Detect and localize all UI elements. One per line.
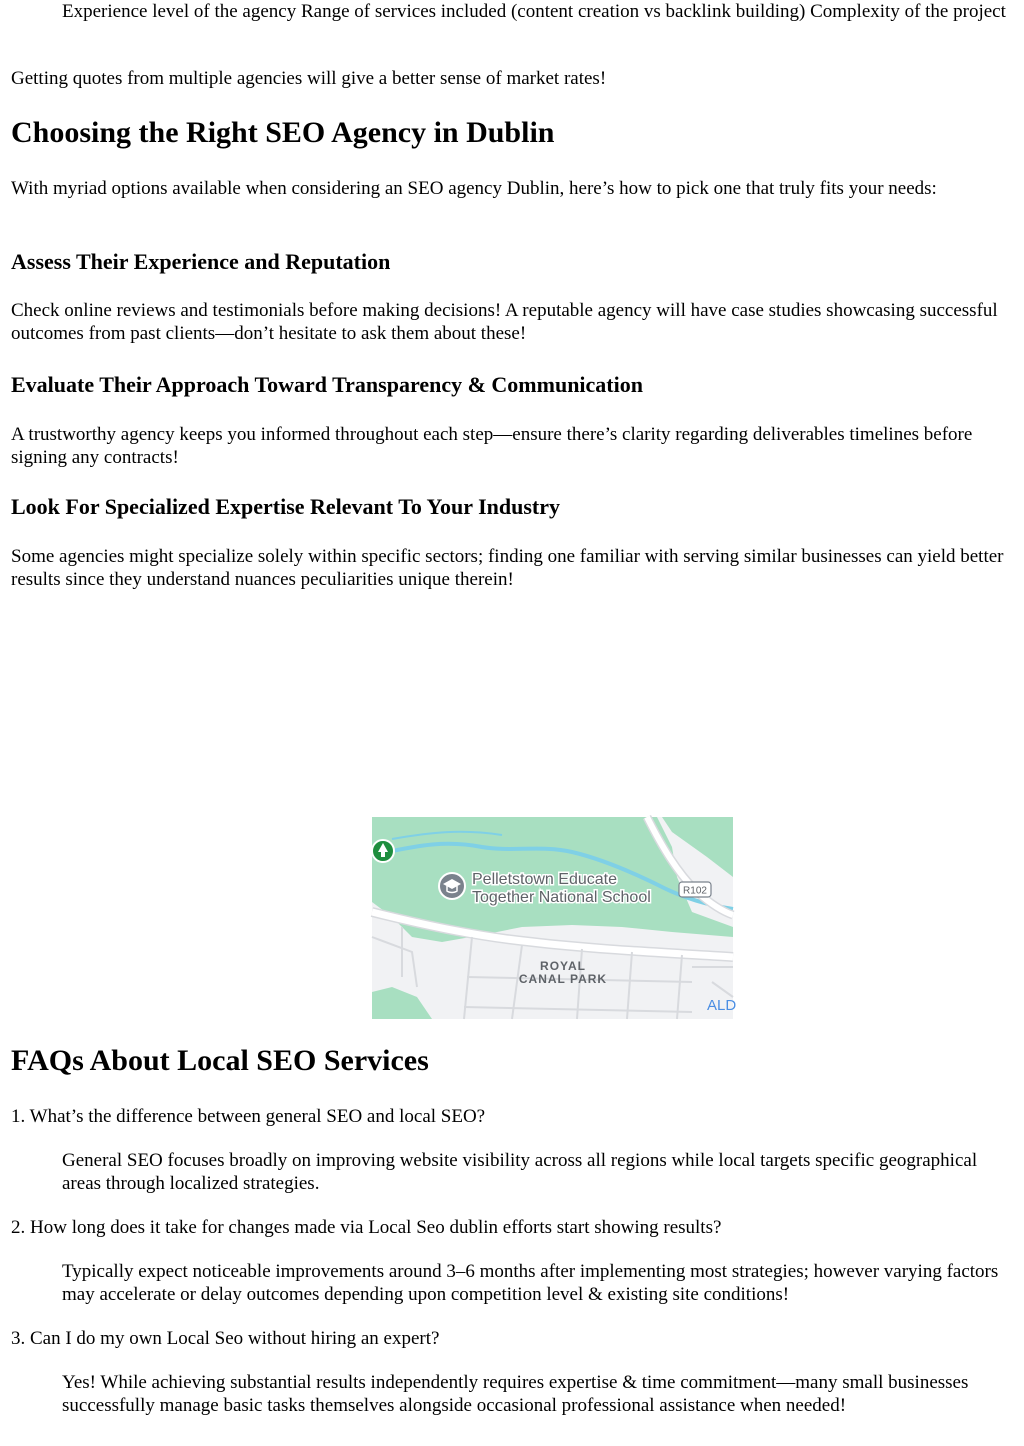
- faq-answer: Typically expect noticeable improvements around 3–6 months after implementing most strategies; however varying factors may accelerate or delay outcomes depending upon competition level & existing site conditions!: [62, 1261, 999, 1305]
- choosing-heading: Choosing the Right SEO Agency in Dublin: [11, 116, 555, 149]
- school-pin-icon[interactable]: [439, 873, 465, 899]
- area-label-line1: ROYAL: [540, 959, 586, 973]
- map-place-label-line2: Together National School: [472, 889, 651, 906]
- faqs-heading: FAQs About Local SEO Services: [11, 1044, 429, 1077]
- area-label-line2: CANAL PARK: [518, 972, 608, 986]
- section-text-experience: Check online reviews and testimonials before making decisions! A reputable agency will have case studies showcasing successful outcomes from past clients—don’t hesitate to ask them about these!: [11, 300, 998, 344]
- faq-question: 1. What’s the difference between general SEO and local SEO?: [11, 1106, 486, 1127]
- section-text-expertise: Some agencies might specialize solely within specific sectors; finding one familiar with serving similar businesses can yield better results since they understand nuances peculiarities unique therein!: [11, 546, 1004, 590]
- section-heading-expertise: Look For Specialized Expertise Relevant To Your Industry: [11, 494, 561, 519]
- road-badge: [679, 882, 711, 897]
- map-canvas[interactable]: [372, 817, 737, 1019]
- choosing-intro-paragraph: With myriad options available when considering an SEO agency Dublin, here’s how to pick one that truly fits your needs:: [11, 178, 937, 199]
- factors-list-item: Experience level of the agency Range of services included (content creation vs backlink building) Complexity of the project: [62, 1, 1006, 22]
- section-text-transparency: A trustworthy agency keeps you informed throughout each step—ensure there’s clarity regarding deliverables timelines before signing any contracts!: [11, 424, 973, 468]
- svg-text:R102: R102: [683, 885, 707, 897]
- edge-map-label: ALD: [707, 997, 737, 1014]
- map-place-label-line1: Pelletstown Educate: [472, 871, 617, 888]
- faq-question: 3. Can I do my own Local Seo without hiring an expert?: [11, 1328, 440, 1349]
- map-embed[interactable]: [372, 817, 737, 1019]
- faq-answer: Yes! While achieving substantial results independently requires expertise & time commitment—many small businesses successfully manage basic tasks themselves alongside occasional professional assistance when needed!: [62, 1372, 969, 1416]
- section-heading-experience: Assess Their Experience and Reputation: [11, 249, 391, 274]
- section-heading-transparency: Evaluate Their Approach Toward Transparency & Communication: [11, 372, 643, 397]
- quotes-paragraph: Getting quotes from multiple agencies will give a better sense of market rates!: [11, 68, 607, 89]
- tree-pin-icon[interactable]: [372, 840, 394, 862]
- faq-question: 2. How long does it take for changes made via Local Seo dublin efforts start showing results?: [11, 1217, 722, 1238]
- faq-answer: General SEO focuses broadly on improving website visibility across all regions while local targets specific geographical areas through localized strategies.: [62, 1150, 978, 1194]
